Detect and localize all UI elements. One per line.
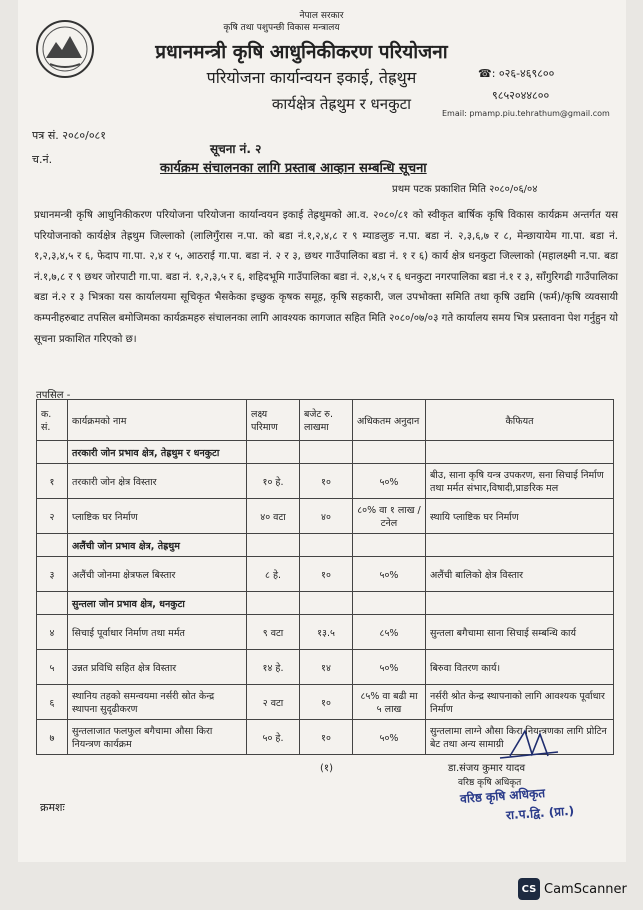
row-grant: ८०% वा १ लाख /टनेल xyxy=(353,499,426,534)
zone-label: अलैंची जोन प्रभाव क्षेत्र, तेह्रथुम xyxy=(68,534,247,557)
row-target: ८ हे. xyxy=(247,557,300,592)
phone-number: ☎: ०२६-४६९८०० xyxy=(478,67,555,80)
row-grant: ५०% xyxy=(353,557,426,592)
signer-name: डा.संजय कुमार यादव xyxy=(448,763,526,774)
zone-row xyxy=(37,592,614,615)
project-title: प्रधानमन्त्री कृषि आधुनिकीकरण परियोजना xyxy=(155,41,448,63)
official-stamp: वरिष्ठ कृषि अधिकृत xyxy=(459,786,546,806)
row-target: ५० हे. xyxy=(247,720,300,755)
row-sn: ४ xyxy=(37,615,68,650)
row-remarks: बिरुवा वितरण कार्य। xyxy=(426,650,614,685)
row-sn: २ xyxy=(37,499,68,534)
row-remarks: बीउ, साना कृषि यन्त्र उपकरण, सना सिचाई निर्माण तथा मर्मत संभार,विषादी,प्राङरिक मल xyxy=(426,464,614,499)
row-sn: ३ xyxy=(37,557,68,592)
table-row xyxy=(37,685,614,720)
row-budget: १० xyxy=(300,557,353,592)
zone-label: तरकारी जोन प्रभाव क्षेत्र, तेह्रथुम र धनकुटा xyxy=(68,441,247,464)
row-name: स्थानिय तहको समन्वयमा नर्सरी स्रोत केन्द्र स्थापना सुदृढीकरण xyxy=(68,685,247,720)
row-grant: ५०% xyxy=(353,650,426,685)
government-label: नेपाल सरकार xyxy=(299,11,344,21)
program-table xyxy=(36,399,614,755)
row-budget: १० xyxy=(300,720,353,755)
row-grant: ८५% xyxy=(353,615,426,650)
row-sn: ७ xyxy=(37,720,68,755)
row-budget: १० xyxy=(300,685,353,720)
row-target: २ वटा xyxy=(247,685,300,720)
table-header-row xyxy=(37,400,614,441)
row-name: तरकारी जोन क्षेत्र विस्तार xyxy=(68,464,247,499)
row-remarks: सुन्तलामा लाग्ने औसा किरा नियन्त्रणका लागि प्रोटिन बेट तथा अन्य सामाग्री xyxy=(426,720,614,755)
header-budget: बजेट रु. लाखमा xyxy=(300,400,353,441)
unit-title: परियोजना कार्यान्वयन इकाई, तेह्रथुम xyxy=(206,68,417,87)
row-grant: ८५% वा बढी मा ५ लाख xyxy=(353,685,426,720)
table-row xyxy=(37,464,614,499)
row-target: ४० वटा xyxy=(247,499,300,534)
camscanner-label: CamScanner xyxy=(544,881,627,897)
mobile-number: ९८५२०४४८०० xyxy=(492,89,550,102)
header-target: लक्ष्य परिमाण xyxy=(247,400,300,441)
official-stamp-class: रा.प.द्वि. (प्रा.) xyxy=(505,803,575,823)
row-remarks: नर्सरी श्रोत केन्द्र स्थापनाको लागि आवश्यक पूर्वाधार निर्माण xyxy=(426,685,614,720)
row-name: उन्नत प्रविधि सहित क्षेत्र विस्तार xyxy=(68,650,247,685)
row-name: प्लाष्टिक घर निर्माण xyxy=(68,499,247,534)
row-name: सिचाई पूर्वाधार निर्माण तथा मर्मत xyxy=(68,615,247,650)
dispatch-number: च.नं. xyxy=(32,153,53,166)
row-sn: १ xyxy=(37,464,68,499)
zone-row xyxy=(37,534,614,557)
row-budget: १० xyxy=(300,464,353,499)
row-budget: ४० xyxy=(300,499,353,534)
notice-title: कार्यक्रम संचालनका लागि प्रस्ताब आव्हान सम्बन्धि सूचना xyxy=(160,161,427,176)
publish-date: प्रथम पटक प्रकाशित मिति २०८०/०६/०४ xyxy=(392,184,538,195)
table-row xyxy=(37,557,614,592)
row-target: ९ वटा xyxy=(247,615,300,650)
row-target: १४ हे. xyxy=(247,650,300,685)
camscanner-icon: CS xyxy=(518,878,540,900)
row-target: १० हे. xyxy=(247,464,300,499)
row-grant: ५०% xyxy=(353,720,426,755)
continued-label: क्रमशः xyxy=(40,801,65,814)
table-row xyxy=(37,499,614,534)
office-title: कार्यक्षेत्र तेह्रथुम र धनकुटा xyxy=(271,95,412,113)
row-remarks: अलैंची बालिको क्षेत्र विस्तार xyxy=(426,557,614,592)
header-name: कार्यक्रमको नाम xyxy=(68,400,247,441)
table-row xyxy=(37,615,614,650)
email-address: Email: pmamp.piu.tehrathum@gmail.com xyxy=(442,109,610,118)
row-grant: ५०% xyxy=(353,464,426,499)
row-budget: १३.५ xyxy=(300,615,353,650)
row-sn: ६ xyxy=(37,685,68,720)
zone-row xyxy=(37,441,614,464)
row-sn: ५ xyxy=(37,650,68,685)
letter-number: पत्र सं. २०८०/०८१ xyxy=(32,129,106,142)
notice-body: प्रधानमन्त्री कृषि आधुनिकीकरण परियोजना परियोजना कार्यान्वयन इकाई तेह्रथुमको आ.व. २०८०/८१ को स्वीकृत बार्षिक कृषि विकास कार्यक्रम अन्तर्गत यस परियोजनाको कार्यक्षेत्र तेह्रथुम जिल्लाको (लालिगुँरास न.पा. को बडा नं.१,२,४,८ र ९ म्याङलुङ न.पा. बडा नं. २,३,६,७ र ८, मेन्छायायेम गा.पा. बडा नं. १,२,३,४,५ र ६, फेदाप गा.पा. २,४ र ५, आठराई गा.पा. बडा नं. २ र ३, छथर गाउँपालिका बडा नं. १ र ६) कार्य क्षेत्र धनकुटा जिल्लाको (महालक्ष्मी न.पा. बडा नं.१,७,८ र ९ छथर जोरपाटी गा.पा. बडा नं. १,२,३,५ र ६, शहिदभूमि गाउँपालिका बडा नं. २,४,५ र ६ धनकुटा नगरपालिका बडा नं.१ र ३, साँगुरिगढी गाउँपालिका बडा नं.२ र ३ भित्रका यस कार्यालयमा सूचिकृत भैसकेका इच्छुक कृषक समूह, कृषि सहकारी, जल उपभोक्ता समिति तथा कृषि उद्यमि (फर्म)/कृषि व्यवसायी कम्पनीहरुबाट तपसिल बमोजिमका कार्यक्रमहरु संचालनका लागि आवश्यक कागजात सहित मिति २०८०/०७/०३ गते कार्यालय समय भित्र प्रस्तावना पेश गर्नुहुन यो सूचना प्रकाशित गरिएको छ। xyxy=(34,210,618,345)
row-name: सुन्तलाजात फलफुल बगैचामा औसा किरा नियन्त्रण कार्यक्रम xyxy=(68,720,247,755)
header-sn: क. सं. xyxy=(37,400,68,441)
row-budget: १४ xyxy=(300,650,353,685)
header-grant: अधिकतम अनुदान xyxy=(353,400,426,441)
camscanner-watermark xyxy=(518,878,627,900)
schedule-label: तपसिल - xyxy=(36,390,71,401)
row-name: अलैंची जोनमा क्षेत्रफल बिस्तार xyxy=(68,557,247,592)
zone-label: सुन्तला जोन प्रभाव क्षेत्र, धनकुटा xyxy=(68,592,247,615)
row-remarks: सुन्तला बगैचामा साना सिचाई सम्बन्धि कार्य xyxy=(426,615,614,650)
row-remarks: स्थायि प्लाष्टिक घर निर्माण xyxy=(426,499,614,534)
table-row xyxy=(37,650,614,685)
page-number: (१) xyxy=(320,763,334,774)
header-remarks: कैफियत xyxy=(426,400,614,441)
ministry-label: कृषि तथा पशुपन्छी विकास मन्त्रालय xyxy=(223,23,340,33)
notice-number: सूचना नं. २ xyxy=(210,142,262,156)
signer-designation: वरिष्ठ कृषि अधिकृत xyxy=(458,778,522,788)
